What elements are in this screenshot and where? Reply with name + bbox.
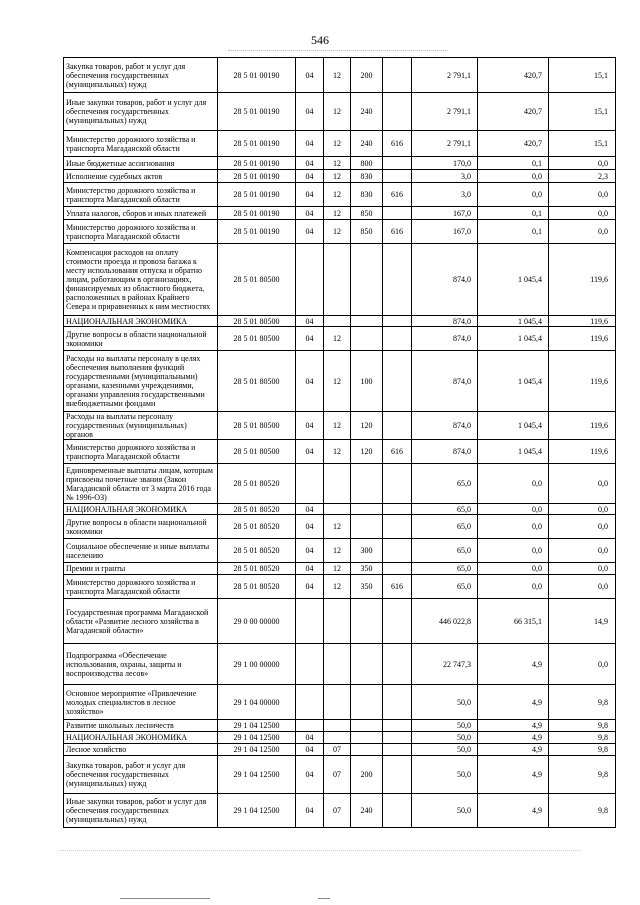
subsection-code: 12 bbox=[324, 170, 351, 183]
table-row bbox=[64, 440, 616, 464]
execution-percent: 9,8 bbox=[549, 685, 616, 720]
table-row bbox=[64, 412, 616, 440]
admin-code: 616 bbox=[383, 575, 412, 599]
row-name: НАЦИОНАЛЬНАЯ ЭКОНОМИКА bbox=[64, 504, 218, 515]
section-code: 04 bbox=[296, 316, 324, 327]
execution-percent: 2,3 bbox=[549, 170, 616, 183]
executed-amount: 0,0 bbox=[478, 515, 549, 539]
execution-percent: 9,8 bbox=[549, 732, 616, 744]
section-code: 04 bbox=[296, 93, 324, 131]
planned-amount: 2 791,1 bbox=[412, 93, 478, 131]
subsection-code bbox=[324, 720, 351, 732]
row-name: Расходы на выплаты персоналу в целях обеспечения выполнения функций государственными (муниципальными) органами, казенными учреждениями, органами управления государственными внебюджетными фондами bbox=[64, 351, 218, 412]
planned-amount: 167,0 bbox=[412, 207, 478, 220]
expense-type-code bbox=[351, 244, 383, 316]
executed-amount: 66 315,1 bbox=[478, 599, 549, 644]
target-article-code: 28 5 01 00190 bbox=[218, 157, 296, 170]
executed-amount: 420,7 bbox=[478, 93, 549, 131]
admin-code bbox=[383, 327, 412, 351]
executed-amount: 1 045,4 bbox=[478, 316, 549, 327]
executed-amount: 0,0 bbox=[478, 183, 549, 207]
admin-code bbox=[383, 157, 412, 170]
execution-percent: 119,6 bbox=[549, 351, 616, 412]
section-code: 04 bbox=[296, 351, 324, 412]
planned-amount: 50,0 bbox=[412, 732, 478, 744]
planned-amount: 3,0 bbox=[412, 170, 478, 183]
expense-type-code: 350 bbox=[351, 563, 383, 575]
admin-code bbox=[383, 170, 412, 183]
executed-amount: 4,9 bbox=[478, 756, 549, 794]
target-article-code: 29 1 04 12500 bbox=[218, 794, 296, 828]
section-code: 04 bbox=[296, 327, 324, 351]
section-code bbox=[296, 599, 324, 644]
admin-code bbox=[383, 756, 412, 794]
subsection-code bbox=[324, 504, 351, 515]
section-code: 04 bbox=[296, 539, 324, 563]
subsection-code: 12 bbox=[324, 93, 351, 131]
section-code bbox=[296, 244, 324, 316]
planned-amount: 50,0 bbox=[412, 794, 478, 828]
planned-amount: 874,0 bbox=[412, 316, 478, 327]
expense-type-code bbox=[351, 744, 383, 756]
executed-amount: 4,9 bbox=[478, 720, 549, 732]
section-code bbox=[296, 685, 324, 720]
table-row bbox=[64, 794, 616, 828]
admin-code bbox=[383, 644, 412, 685]
table-row bbox=[64, 539, 616, 563]
expense-type-code: 120 bbox=[351, 412, 383, 440]
target-article-code: 28 5 01 00190 bbox=[218, 183, 296, 207]
execution-percent: 9,8 bbox=[549, 756, 616, 794]
admin-code bbox=[383, 732, 412, 744]
target-article-code: 29 1 00 00000 bbox=[218, 644, 296, 685]
admin-code bbox=[383, 515, 412, 539]
subsection-code bbox=[324, 685, 351, 720]
table-row bbox=[64, 316, 616, 327]
subsection-code: 12 bbox=[324, 183, 351, 207]
expense-type-code bbox=[351, 644, 383, 685]
target-article-code: 28 5 01 80500 bbox=[218, 244, 296, 316]
executed-amount: 0,1 bbox=[478, 157, 549, 170]
target-article-code: 29 1 04 12500 bbox=[218, 720, 296, 732]
expense-type-code bbox=[351, 599, 383, 644]
admin-code bbox=[383, 207, 412, 220]
admin-code bbox=[383, 58, 412, 93]
planned-amount: 65,0 bbox=[412, 504, 478, 515]
execution-percent: 15,1 bbox=[549, 93, 616, 131]
admin-code bbox=[383, 720, 412, 732]
section-code: 04 bbox=[296, 504, 324, 515]
executed-amount: 0,1 bbox=[478, 207, 549, 220]
section-code: 04 bbox=[296, 183, 324, 207]
expense-type-code: 240 bbox=[351, 131, 383, 157]
section-code: 04 bbox=[296, 575, 324, 599]
target-article-code: 29 1 04 12500 bbox=[218, 756, 296, 794]
table-row bbox=[64, 170, 616, 183]
section-code: 04 bbox=[296, 131, 324, 157]
admin-code bbox=[383, 744, 412, 756]
subsection-code: 12 bbox=[324, 515, 351, 539]
budget-table-body bbox=[64, 58, 616, 828]
subsection-code: 12 bbox=[324, 440, 351, 464]
execution-percent: 15,1 bbox=[549, 131, 616, 157]
execution-percent: 119,6 bbox=[549, 327, 616, 351]
planned-amount: 65,0 bbox=[412, 575, 478, 599]
footer-rule-short bbox=[318, 898, 330, 899]
row-name: НАЦИОНАЛЬНАЯ ЭКОНОМИКА bbox=[64, 316, 218, 327]
target-article-code: 28 5 01 80520 bbox=[218, 575, 296, 599]
executed-amount: 0,0 bbox=[478, 504, 549, 515]
execution-percent: 0,0 bbox=[549, 575, 616, 599]
row-name: Расходы на выплаты персоналу государственных (муниципальных) органов bbox=[64, 412, 218, 440]
row-name: Премии и гранты bbox=[64, 563, 218, 575]
row-name: Основное мероприятие «Привлечение молодых специалистов в лесное хозяйство» bbox=[64, 685, 218, 720]
row-name: Социальное обеспечение и иные выплаты населению bbox=[64, 539, 218, 563]
subsection-code bbox=[324, 644, 351, 685]
executed-amount: 4,9 bbox=[478, 794, 549, 828]
admin-code bbox=[383, 412, 412, 440]
row-name: Лесное хозяйство bbox=[64, 744, 218, 756]
expense-type-code bbox=[351, 515, 383, 539]
planned-amount: 167,0 bbox=[412, 220, 478, 244]
section-code: 04 bbox=[296, 58, 324, 93]
row-name: Уплата налогов, сборов и иных платежей bbox=[64, 207, 218, 220]
section-code: 04 bbox=[296, 412, 324, 440]
admin-code bbox=[383, 599, 412, 644]
table-row bbox=[64, 131, 616, 157]
subsection-code: 12 bbox=[324, 131, 351, 157]
table-row bbox=[64, 220, 616, 244]
table-row bbox=[64, 464, 616, 504]
target-article-code: 28 5 01 80520 bbox=[218, 464, 296, 504]
planned-amount: 2 791,1 bbox=[412, 58, 478, 93]
table-row bbox=[64, 351, 616, 412]
subsection-code: 07 bbox=[324, 744, 351, 756]
table-row bbox=[64, 207, 616, 220]
subsection-code: 12 bbox=[324, 58, 351, 93]
execution-percent: 0,0 bbox=[549, 207, 616, 220]
target-article-code: 28 5 01 80500 bbox=[218, 316, 296, 327]
table-row bbox=[64, 327, 616, 351]
execution-percent: 14,9 bbox=[549, 599, 616, 644]
subsection-code bbox=[324, 732, 351, 744]
subsection-code: 12 bbox=[324, 157, 351, 170]
execution-percent: 0,0 bbox=[549, 539, 616, 563]
section-code bbox=[296, 644, 324, 685]
subsection-code: 12 bbox=[324, 220, 351, 244]
subsection-code: 12 bbox=[324, 563, 351, 575]
executed-amount: 1 045,4 bbox=[478, 351, 549, 412]
planned-amount: 50,0 bbox=[412, 720, 478, 732]
planned-amount: 446 022,8 bbox=[412, 599, 478, 644]
executed-amount: 420,7 bbox=[478, 58, 549, 93]
table-row bbox=[64, 563, 616, 575]
planned-amount: 874,0 bbox=[412, 440, 478, 464]
expense-type-code: 350 bbox=[351, 575, 383, 599]
expense-type-code bbox=[351, 685, 383, 720]
admin-code bbox=[383, 351, 412, 412]
subsection-code: 12 bbox=[324, 327, 351, 351]
executed-amount: 0,0 bbox=[478, 170, 549, 183]
expense-type-code: 830 bbox=[351, 170, 383, 183]
target-article-code: 28 5 01 00190 bbox=[218, 131, 296, 157]
execution-percent: 119,6 bbox=[549, 412, 616, 440]
table-row bbox=[64, 244, 616, 316]
target-article-code: 28 5 01 00190 bbox=[218, 170, 296, 183]
admin-code: 616 bbox=[383, 440, 412, 464]
scan-artifact-dots bbox=[60, 850, 580, 851]
execution-percent: 119,6 bbox=[549, 316, 616, 327]
planned-amount: 50,0 bbox=[412, 744, 478, 756]
subsection-code bbox=[324, 244, 351, 316]
subsection-code: 12 bbox=[324, 412, 351, 440]
subsection-code bbox=[324, 599, 351, 644]
admin-code bbox=[383, 685, 412, 720]
target-article-code: 29 1 04 12500 bbox=[218, 732, 296, 744]
section-code: 04 bbox=[296, 563, 324, 575]
expense-type-code: 800 bbox=[351, 157, 383, 170]
execution-percent: 9,8 bbox=[549, 794, 616, 828]
admin-code bbox=[383, 794, 412, 828]
row-name: Министерство дорожного хозяйства и транспорта Магаданской области bbox=[64, 220, 218, 244]
table-row bbox=[64, 575, 616, 599]
execution-percent: 119,6 bbox=[549, 244, 616, 316]
planned-amount: 65,0 bbox=[412, 464, 478, 504]
executed-amount: 1 045,4 bbox=[478, 412, 549, 440]
section-code: 04 bbox=[296, 794, 324, 828]
executed-amount: 0,0 bbox=[478, 464, 549, 504]
row-name: Иные закупки товаров, работ и услуг для обеспечения государственных (муниципальных) нужд bbox=[64, 794, 218, 828]
section-code: 04 bbox=[296, 744, 324, 756]
row-name: Государственная программа Магаданской области «Развитие лесного хозяйства в Магаданской области» bbox=[64, 599, 218, 644]
target-article-code: 28 5 01 80520 bbox=[218, 515, 296, 539]
planned-amount: 170,0 bbox=[412, 157, 478, 170]
planned-amount: 22 747,3 bbox=[412, 644, 478, 685]
footer-rule bbox=[120, 898, 210, 899]
row-name: Компенсация расходов на оплату стоимости проезда и провоза багажа к месту использования отпуска и обратно лицам, работающим в организациях, финансируемых из областного бюджета, расположенных в районах Крайнего Севера и приравненных к ним местностях bbox=[64, 244, 218, 316]
subsection-code bbox=[324, 316, 351, 327]
subsection-code bbox=[324, 464, 351, 504]
row-name: Подпрограмма «Обеспечение использования, охраны, защиты и воспроизводства лесов» bbox=[64, 644, 218, 685]
subsection-code: 07 bbox=[324, 756, 351, 794]
row-name: Исполнение судебных актов bbox=[64, 170, 218, 183]
planned-amount: 65,0 bbox=[412, 563, 478, 575]
execution-percent: 9,8 bbox=[549, 720, 616, 732]
executed-amount: 420,7 bbox=[478, 131, 549, 157]
expense-type-code: 200 bbox=[351, 756, 383, 794]
row-name: Министерство дорожного хозяйства и транспорта Магаданской области bbox=[64, 183, 218, 207]
target-article-code: 29 0 00 00000 bbox=[218, 599, 296, 644]
planned-amount: 874,0 bbox=[412, 244, 478, 316]
subsection-code: 07 bbox=[324, 794, 351, 828]
target-article-code: 28 5 01 80520 bbox=[218, 563, 296, 575]
target-article-code: 28 5 01 00190 bbox=[218, 207, 296, 220]
target-article-code: 28 5 01 00190 bbox=[218, 220, 296, 244]
section-code: 04 bbox=[296, 220, 324, 244]
expense-type-code: 120 bbox=[351, 440, 383, 464]
row-name: Министерство дорожного хозяйства и транспорта Магаданской области bbox=[64, 575, 218, 599]
executed-amount: 0,0 bbox=[478, 575, 549, 599]
table-row bbox=[64, 58, 616, 93]
target-article-code: 28 5 01 80500 bbox=[218, 440, 296, 464]
admin-code bbox=[383, 93, 412, 131]
table-row bbox=[64, 732, 616, 744]
table-row bbox=[64, 744, 616, 756]
scan-artifact-line bbox=[228, 50, 448, 51]
row-name: Иные закупки товаров, работ и услуг для обеспечения государственных (муниципальных) нужд bbox=[64, 93, 218, 131]
admin-code bbox=[383, 464, 412, 504]
row-name: Другие вопросы в области национальной экономики bbox=[64, 515, 218, 539]
expense-type-code: 200 bbox=[351, 58, 383, 93]
execution-percent: 0,0 bbox=[549, 157, 616, 170]
executed-amount: 4,9 bbox=[478, 685, 549, 720]
table-row bbox=[64, 756, 616, 794]
target-article-code: 28 5 01 80500 bbox=[218, 327, 296, 351]
section-code: 04 bbox=[296, 207, 324, 220]
row-name: НАЦИОНАЛЬНАЯ ЭКОНОМИКА bbox=[64, 732, 218, 744]
execution-percent: 0,0 bbox=[549, 563, 616, 575]
planned-amount: 3,0 bbox=[412, 183, 478, 207]
planned-amount: 2 791,1 bbox=[412, 131, 478, 157]
table-row bbox=[64, 720, 616, 732]
section-code: 04 bbox=[296, 170, 324, 183]
executed-amount: 4,9 bbox=[478, 744, 549, 756]
expense-type-code: 240 bbox=[351, 93, 383, 131]
admin-code bbox=[383, 316, 412, 327]
admin-code bbox=[383, 563, 412, 575]
execution-percent: 0,0 bbox=[549, 644, 616, 685]
expense-type-code: 850 bbox=[351, 220, 383, 244]
table-row bbox=[64, 685, 616, 720]
row-name: Закупка товаров, работ и услуг для обеспечения государственных (муниципальных) нужд bbox=[64, 58, 218, 93]
planned-amount: 50,0 bbox=[412, 685, 478, 720]
admin-code bbox=[383, 539, 412, 563]
table-row bbox=[64, 183, 616, 207]
executed-amount: 1 045,4 bbox=[478, 327, 549, 351]
execution-percent: 119,6 bbox=[549, 440, 616, 464]
target-article-code: 28 5 01 80500 bbox=[218, 351, 296, 412]
admin-code: 616 bbox=[383, 131, 412, 157]
planned-amount: 874,0 bbox=[412, 351, 478, 412]
row-name: Другие вопросы в области национальной экономики bbox=[64, 327, 218, 351]
expense-type-code: 850 bbox=[351, 207, 383, 220]
executed-amount: 1 045,4 bbox=[478, 244, 549, 316]
section-code: 04 bbox=[296, 756, 324, 794]
target-article-code: 28 5 01 80500 bbox=[218, 412, 296, 440]
table-row bbox=[64, 515, 616, 539]
table-row bbox=[64, 93, 616, 131]
subsection-code: 12 bbox=[324, 207, 351, 220]
section-code bbox=[296, 720, 324, 732]
expense-type-code: 240 bbox=[351, 794, 383, 828]
execution-percent: 9,8 bbox=[549, 744, 616, 756]
target-article-code: 28 5 01 80520 bbox=[218, 539, 296, 563]
subsection-code: 12 bbox=[324, 351, 351, 412]
expense-type-code: 300 bbox=[351, 539, 383, 563]
executed-amount: 0,0 bbox=[478, 563, 549, 575]
target-article-code: 28 5 01 80520 bbox=[218, 504, 296, 515]
row-name: Министерство дорожного хозяйства и транспорта Магаданской области bbox=[64, 440, 218, 464]
section-code bbox=[296, 464, 324, 504]
section-code: 04 bbox=[296, 440, 324, 464]
execution-percent: 15,1 bbox=[549, 58, 616, 93]
planned-amount: 874,0 bbox=[412, 327, 478, 351]
row-name: Иные бюджетные ассигнования bbox=[64, 157, 218, 170]
admin-code: 616 bbox=[383, 183, 412, 207]
page-number: 546 bbox=[311, 33, 329, 47]
table-row bbox=[64, 504, 616, 515]
expense-type-code bbox=[351, 316, 383, 327]
execution-percent: 0,0 bbox=[549, 515, 616, 539]
planned-amount: 50,0 bbox=[412, 756, 478, 794]
planned-amount: 65,0 bbox=[412, 539, 478, 563]
row-name: Развитие школьных лесничеств bbox=[64, 720, 218, 732]
table-row bbox=[64, 599, 616, 644]
section-code: 04 bbox=[296, 157, 324, 170]
target-article-code: 28 5 01 00190 bbox=[218, 93, 296, 131]
target-article-code: 28 5 01 00190 bbox=[218, 58, 296, 93]
expense-type-code: 830 bbox=[351, 183, 383, 207]
expense-type-code bbox=[351, 732, 383, 744]
table-row bbox=[64, 644, 616, 685]
executed-amount: 0,0 bbox=[478, 539, 549, 563]
execution-percent: 0,0 bbox=[549, 183, 616, 207]
table-row bbox=[64, 157, 616, 170]
expense-type-code bbox=[351, 464, 383, 504]
executed-amount: 1 045,4 bbox=[478, 440, 549, 464]
budget-table bbox=[63, 57, 616, 828]
subsection-code: 12 bbox=[324, 539, 351, 563]
section-code: 04 bbox=[296, 515, 324, 539]
executed-amount: 4,9 bbox=[478, 732, 549, 744]
expense-type-code: 100 bbox=[351, 351, 383, 412]
subsection-code: 12 bbox=[324, 575, 351, 599]
section-code: 04 bbox=[296, 732, 324, 744]
target-article-code: 29 1 04 00000 bbox=[218, 685, 296, 720]
execution-percent: 0,0 bbox=[549, 220, 616, 244]
row-name: Министерство дорожного хозяйства и транспорта Магаданской области bbox=[64, 131, 218, 157]
admin-code bbox=[383, 244, 412, 316]
admin-code bbox=[383, 504, 412, 515]
row-name: Закупка товаров, работ и услуг для обеспечения государственных (муниципальных) нужд bbox=[64, 756, 218, 794]
execution-percent: 0,0 bbox=[549, 464, 616, 504]
expense-type-code bbox=[351, 504, 383, 515]
target-article-code: 29 1 04 12500 bbox=[218, 744, 296, 756]
expense-type-code bbox=[351, 720, 383, 732]
planned-amount: 874,0 bbox=[412, 412, 478, 440]
row-name: Единовременные выплаты лицам, которым присвоены почетные звания (Закон Магаданской области от 3 марта 2016 года № 1996-ОЗ) bbox=[64, 464, 218, 504]
expense-type-code bbox=[351, 327, 383, 351]
executed-amount: 4,9 bbox=[478, 644, 549, 685]
execution-percent: 0,0 bbox=[549, 504, 616, 515]
planned-amount: 65,0 bbox=[412, 515, 478, 539]
executed-amount: 0,1 bbox=[478, 220, 549, 244]
admin-code: 616 bbox=[383, 220, 412, 244]
